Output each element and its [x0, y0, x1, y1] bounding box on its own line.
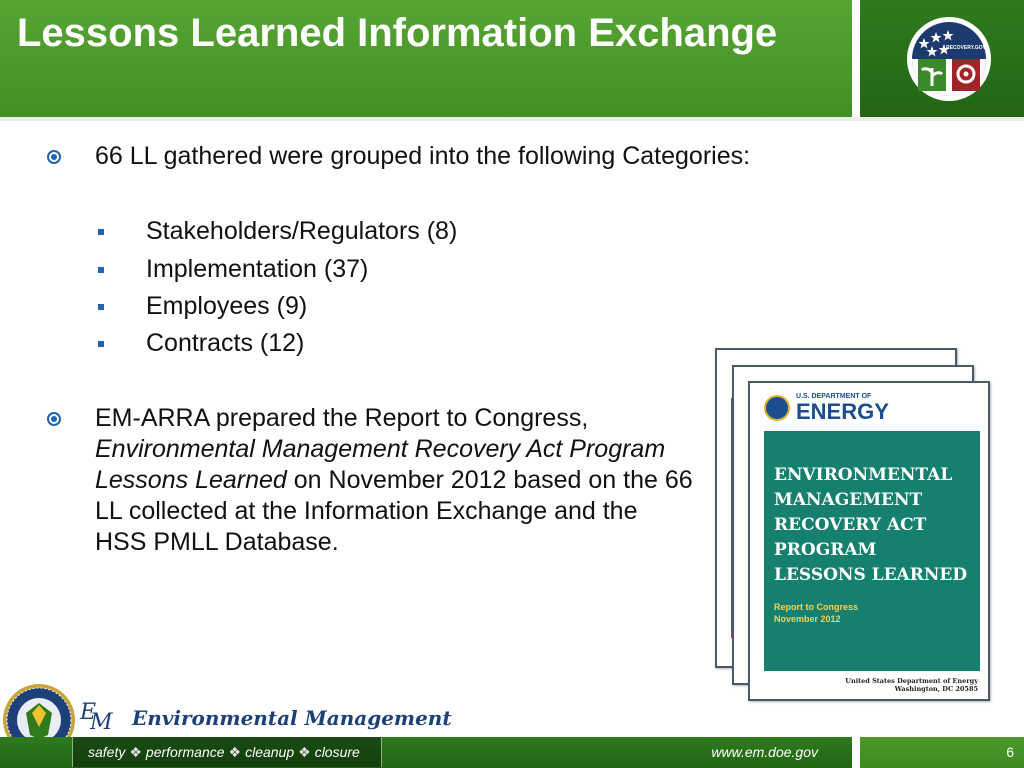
footer-divider	[852, 737, 860, 768]
bullet-marker-icon	[47, 412, 61, 426]
doe-wordmark: U.S. DEPARTMENT OF ENERGY	[796, 393, 889, 424]
report-title-italic: Environmental Management Recovery Act Program Lessons Learned	[95, 435, 666, 494]
footer-slogan: safety ❖ performance ❖ cleanup ❖ closure	[88, 744, 360, 760]
bullet-marker-icon	[47, 150, 61, 164]
report-cover-front	[748, 381, 990, 701]
page-number-panel	[860, 737, 1024, 768]
report-cover-title: ENVIRONMENTAL MANAGEMENT RECOVERY ACT PROGRAM LESSONS LEARNED	[774, 465, 968, 585]
recovery-gov-logo	[904, 16, 994, 102]
header-rule	[0, 117, 1024, 121]
slide-title: Lessons Learned Information Exchange	[17, 11, 778, 55]
report-cover-subtitle: Report to Congress November 2012	[774, 602, 859, 624]
bullet-text-categories: 66 LL gathered were grouped into the following Categories:	[95, 142, 751, 170]
category-item: Implementation (37)	[146, 255, 369, 283]
header-divider	[852, 0, 860, 117]
page-number: 6	[1006, 744, 1014, 760]
doe-seal-icon	[764, 395, 790, 421]
report-cover-footer: United States Department of Energy Washington, DC 20585	[845, 677, 978, 693]
category-item: Stakeholders/Regulators (8)	[146, 217, 458, 245]
square-bullet-icon	[98, 341, 104, 347]
square-bullet-icon	[98, 229, 104, 235]
footer-url-link[interactable]: www.em.doe.gov	[711, 744, 818, 760]
report-cover-panel	[764, 431, 980, 671]
report-text-part1: EM-ARRA prepared the Report to Congress,	[95, 404, 589, 432]
category-item: Employees (9)	[146, 292, 308, 320]
environmental-management-wordmark: Environmental Management	[132, 706, 452, 730]
recovery-gov-text: RECOVERY.GOV	[946, 45, 986, 51]
square-bullet-icon	[98, 304, 104, 310]
bullet-text-report	[95, 403, 695, 558]
report-text-part2: on November 2012 based on the 66 LL collected at the Information Exchange and the HSS PMLL Database.	[95, 466, 693, 556]
title-banner	[0, 0, 852, 117]
square-bullet-icon	[98, 267, 104, 273]
category-item: Contracts (12)	[146, 329, 305, 357]
